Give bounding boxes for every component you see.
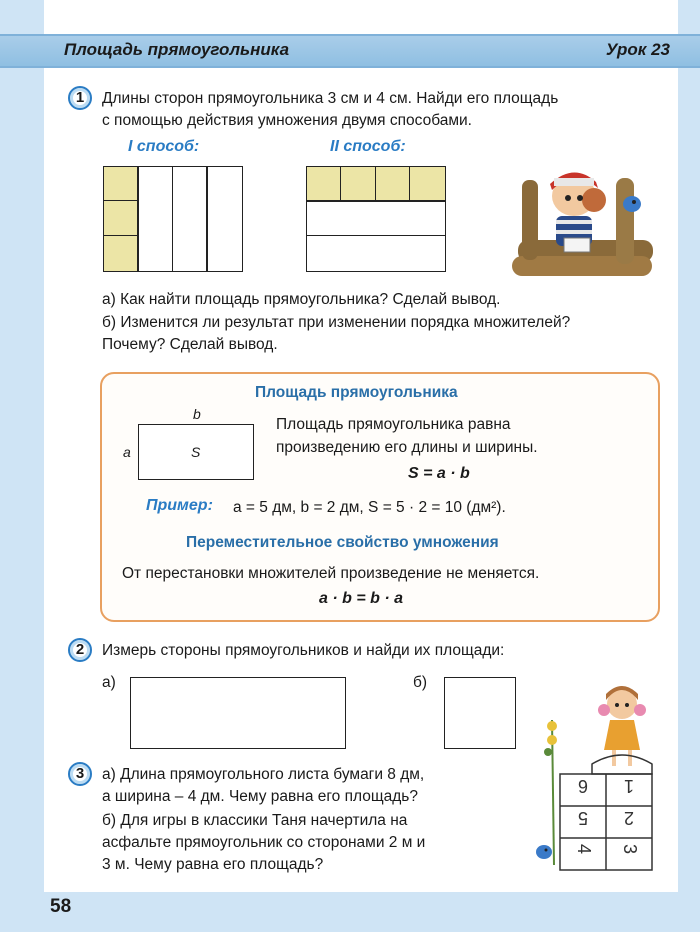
grid2-row	[306, 200, 446, 236]
hopscotch-cell-6: 6	[577, 776, 589, 796]
hopscotch-cell-5: 5	[577, 808, 589, 828]
lesson-number: Урок 23	[605, 40, 670, 59]
commutative-property-title: Переместительное свойство умножения	[186, 534, 499, 551]
commutative-formula: a · b = b · a	[319, 590, 404, 607]
grid1-column	[172, 166, 208, 272]
task2-label-b: б)	[413, 674, 428, 691]
hopscotch-cell-3: 3	[620, 843, 640, 855]
page-number: 58	[50, 896, 72, 917]
grid2-filled-cell	[375, 166, 411, 202]
grid1-filled-cell	[103, 200, 139, 236]
task1-line1: Длины сторон прямоугольника 3 см и 4 см. Найди его площадь	[102, 90, 559, 107]
example-text: a = 5 дм, b = 2 дм, S = 5 · 2 = 10 (дм²).	[233, 499, 506, 516]
area-formula: S = a · b	[408, 465, 470, 482]
side-b-label: b	[193, 406, 201, 422]
task-number-3: 3	[68, 762, 92, 786]
grid2-filled-cell	[409, 166, 446, 202]
boy-on-logs-illustration	[508, 160, 658, 282]
grid1-column	[206, 166, 243, 272]
task3-a-line2: а ширина – 4 дм. Чему равна его площадь?	[102, 788, 418, 805]
hopscotch-cell-1: 1	[623, 776, 635, 796]
task1-line2: с помощью действия умножения двумя способами.	[102, 112, 472, 129]
method1-grid	[103, 166, 243, 272]
grid1-column	[137, 166, 173, 272]
task3-b-line3: 3 м. Чему равна его площадь?	[102, 856, 324, 873]
right-margin-band	[678, 0, 700, 932]
method1-label: I способ:	[128, 138, 200, 155]
grid2-filled-cell	[340, 166, 376, 202]
girl-hopscotch-illustration	[530, 680, 660, 880]
task2-label-a: а)	[102, 674, 116, 691]
example-label: Пример:	[146, 497, 213, 514]
grid1-filled-cell	[103, 235, 139, 272]
measure-rectangle-a	[130, 677, 346, 749]
grid1-filled-cell	[103, 166, 139, 202]
grid2-row	[306, 235, 446, 272]
task1-question-a: а) Как найти площадь прямоугольника? Сделай вывод.	[102, 291, 501, 308]
left-margin-band	[0, 0, 44, 932]
measure-square-b	[444, 677, 516, 749]
task3-a-line1: а) Длина прямоугольного листа бумаги 8 дм,	[102, 766, 425, 783]
task-number-1: 1	[68, 86, 92, 110]
task3-b-line2: асфальте прямоугольник со сторонами 2 м и	[102, 834, 426, 851]
commutative-property-text: От перестановки множителей произведение не меняется.	[122, 565, 540, 582]
task-number-2: 2	[68, 638, 92, 662]
rule-text-line2: произведению его длины и ширины.	[276, 439, 538, 456]
grid2-filled-cell	[306, 166, 342, 202]
rule-text-line1: Площадь прямоугольника равна	[276, 416, 511, 433]
bottom-margin-band	[0, 892, 700, 932]
task1-question-b-line1: б) Изменится ли результат при изменении порядка множителей?	[102, 314, 571, 331]
task2-text: Измерь стороны прямоугольников и найди их площади:	[102, 642, 505, 659]
rule-title: Площадь прямоугольника	[255, 384, 458, 401]
area-s-label: S	[191, 444, 201, 460]
lesson-title: Площадь прямоугольника	[64, 40, 290, 59]
side-a-label: a	[123, 444, 131, 460]
task1-question-b-line2: Почему? Сделай вывод.	[102, 336, 278, 353]
method2-grid	[306, 166, 446, 272]
method2-label: II способ:	[330, 138, 406, 155]
hopscotch-cell-2: 2	[623, 808, 635, 828]
task3-b-line1: б) Для игры в классики Таня начертила на	[102, 812, 408, 829]
hopscotch-cell-4: 4	[574, 843, 594, 855]
